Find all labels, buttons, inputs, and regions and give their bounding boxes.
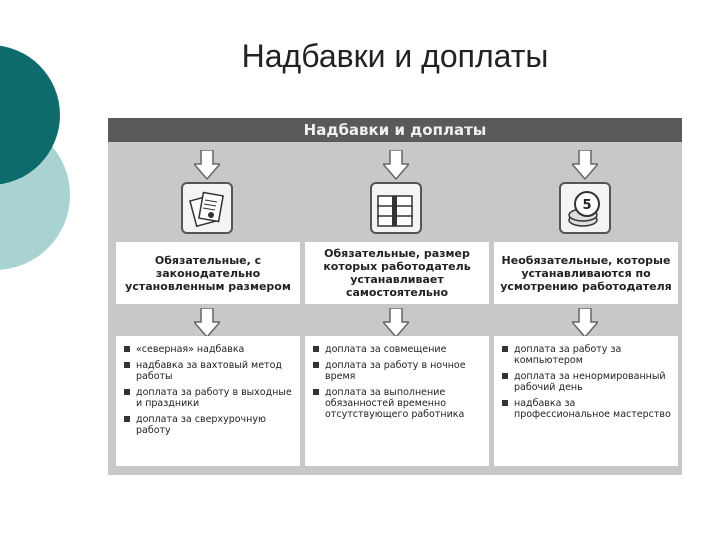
documents-icon (181, 182, 233, 234)
panel-title: Надбавки и доплаты (303, 121, 487, 139)
list-item: доплата за сверхурочную работу (122, 414, 294, 436)
down-arrow-icon (194, 150, 220, 180)
list-item: «северная» надбавка (122, 344, 294, 355)
list-item: надбавка за профессиональное мастерство (500, 398, 672, 420)
down-arrow-icon (572, 308, 598, 338)
diagram-panel (108, 118, 682, 475)
list-box-2 (305, 336, 489, 466)
down-arrow-icon (572, 150, 598, 180)
category-box-2: Обязательные, размер которых работодатель устанавливает самостоятельно (305, 242, 489, 304)
svg-text:5: 5 (582, 198, 592, 213)
list-item: доплата за выполнение обязанностей временно отсутствующего работника (311, 387, 483, 420)
list-item: надбавка за вахтовый метод работы (122, 360, 294, 382)
slide-title: Надбавки и доплаты (241, 38, 549, 74)
category-box-1: Обязательные, с законодательно установленным размером (116, 242, 300, 304)
down-arrow-icon (383, 308, 409, 338)
down-arrow-icon (194, 308, 220, 338)
list-item: доплата за работу за компьютером (500, 344, 672, 366)
list-item: доплата за работу в ночное время (311, 360, 483, 382)
category-box-3: Необязательные, которые устанавливаются по усмотрению работодателя (494, 242, 678, 304)
panel-header (108, 118, 682, 142)
list-item: доплата за работу в выходные и праздники (122, 387, 294, 409)
list-box-1 (116, 336, 300, 466)
list-item: доплата за совмещение (311, 344, 483, 355)
down-arrow-icon (383, 150, 409, 180)
coins-icon (559, 182, 611, 234)
decorative-circles (0, 0, 90, 300)
list-box-3 (494, 336, 678, 466)
list-item: доплата за ненормированный рабочий день (500, 371, 672, 393)
cash-stack-icon (370, 182, 422, 234)
